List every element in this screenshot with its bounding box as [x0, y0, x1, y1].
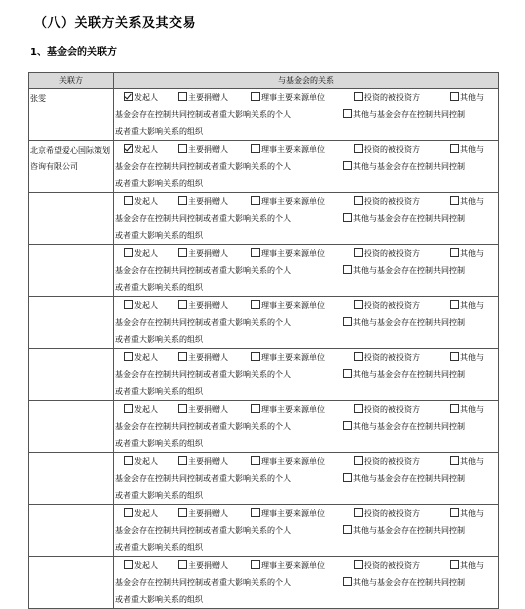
other-organization-label-cont: 或者重大影响关系的组织 [115, 335, 203, 344]
director-source-option[interactable] [251, 193, 325, 210]
investee-label: 投资的被投资方 [364, 197, 420, 206]
investee-label: 投资的被投资方 [364, 457, 420, 466]
major-donor-checkbox[interactable] [178, 404, 187, 413]
other-organization-label-cont: 或者重大影响关系的组织 [115, 283, 203, 292]
founder-checkbox[interactable] [124, 404, 133, 413]
investee-checkbox[interactable] [354, 404, 363, 413]
other-individual-option[interactable] [450, 245, 484, 262]
director-source-option[interactable] [251, 141, 325, 158]
table-row [29, 297, 499, 349]
director-source-checkbox[interactable] [251, 404, 260, 413]
other-individual-option[interactable] [450, 557, 484, 574]
other-individual-checkbox[interactable] [450, 196, 459, 205]
table-row [29, 401, 499, 453]
subsection-title: 1、基金会的关联方 [30, 47, 117, 58]
relation-line-3 [114, 539, 498, 556]
relation-line-1 [114, 141, 498, 158]
investee-option[interactable] [354, 245, 420, 262]
major-donor-label: 主要捐赠人 [188, 561, 228, 570]
other-individual-label-cont: 基金会存在控制共同控制或者重大影响关系的个人 [115, 578, 291, 587]
major-donor-option[interactable] [178, 297, 228, 314]
relation-line-2 [114, 158, 498, 175]
other-individual-label-cont: 基金会存在控制共同控制或者重大影响关系的个人 [115, 110, 291, 119]
other-individual-label-cont: 基金会存在控制共同控制或者重大影响关系的个人 [115, 214, 291, 223]
founder-option[interactable] [124, 453, 158, 470]
founder-checkbox[interactable] [124, 508, 133, 517]
relation-options [114, 141, 499, 193]
other-organization-option[interactable] [343, 470, 465, 487]
founder-label: 发起人 [134, 457, 158, 466]
founder-option[interactable] [124, 505, 158, 522]
major-donor-checkbox[interactable] [178, 196, 187, 205]
table-row [29, 349, 499, 401]
major-donor-option[interactable] [178, 89, 228, 106]
other-organization-option[interactable] [343, 210, 465, 227]
major-donor-label: 主要捐赠人 [188, 509, 228, 518]
founder-checkbox[interactable] [124, 92, 133, 101]
major-donor-label: 主要捐赠人 [188, 405, 228, 414]
investee-checkbox[interactable] [354, 508, 363, 517]
other-organization-label-cont: 或者重大影响关系的组织 [115, 387, 203, 396]
director-source-option[interactable] [251, 89, 325, 106]
other-organization-checkbox[interactable] [343, 317, 352, 326]
founder-checkbox[interactable] [124, 456, 133, 465]
other-individual-label: 其他与 [460, 145, 484, 154]
other-organization-checkbox[interactable] [343, 525, 352, 534]
director-source-label: 理事主要来源单位 [261, 353, 325, 362]
other-individual-label: 其他与 [460, 561, 484, 570]
other-individual-checkbox[interactable] [450, 144, 459, 153]
relation-line-2 [114, 522, 498, 539]
other-organization-label: 其他与基金会存在控制共同控制 [353, 110, 465, 119]
relation-line-2 [114, 366, 498, 383]
investee-checkbox[interactable] [354, 300, 363, 309]
other-organization-option[interactable] [343, 262, 465, 279]
investee-checkbox[interactable] [354, 352, 363, 361]
relation-line-3 [114, 591, 498, 608]
investee-checkbox[interactable] [354, 248, 363, 257]
related-party-name: 张雯 [29, 89, 114, 141]
other-individual-checkbox[interactable] [450, 560, 459, 569]
founder-checkbox[interactable] [124, 248, 133, 257]
other-individual-checkbox[interactable] [450, 92, 459, 101]
other-individual-checkbox[interactable] [450, 508, 459, 517]
related-party-name [29, 245, 114, 297]
relation-line-1 [114, 297, 498, 314]
other-organization-label: 其他与基金会存在控制共同控制 [353, 578, 465, 587]
founder-option[interactable] [124, 401, 158, 418]
investee-checkbox[interactable] [354, 560, 363, 569]
related-party-name [29, 297, 114, 349]
director-source-option[interactable] [251, 349, 325, 366]
relation-line-3 [114, 331, 498, 348]
other-individual-option[interactable] [450, 505, 484, 522]
other-organization-label: 其他与基金会存在控制共同控制 [353, 214, 465, 223]
relation-line-1 [114, 245, 498, 262]
director-source-option[interactable] [251, 245, 325, 262]
other-individual-option[interactable] [450, 141, 484, 158]
major-donor-label: 主要捐赠人 [188, 301, 228, 310]
other-individual-option[interactable] [450, 193, 484, 210]
founder-label: 发起人 [134, 93, 158, 102]
major-donor-label: 主要捐赠人 [188, 145, 228, 154]
director-source-option[interactable] [251, 453, 325, 470]
header-relation: 与基金会的关系 [114, 73, 499, 89]
other-organization-label: 其他与基金会存在控制共同控制 [353, 266, 465, 275]
related-party-name [29, 193, 114, 245]
relation-line-2 [114, 470, 498, 487]
major-donor-option[interactable] [178, 557, 228, 574]
other-organization-label-cont: 或者重大影响关系的组织 [115, 127, 203, 136]
founder-option[interactable] [124, 89, 158, 106]
relation-line-3 [114, 227, 498, 244]
relation-options [114, 505, 499, 557]
relation-line-2 [114, 262, 498, 279]
related-party-name [29, 349, 114, 401]
major-donor-label: 主要捐赠人 [188, 197, 228, 206]
related-party-name [29, 505, 114, 557]
relation-line-1 [114, 193, 498, 210]
director-source-checkbox[interactable] [251, 92, 260, 101]
founder-checkbox[interactable] [124, 196, 133, 205]
major-donor-checkbox[interactable] [178, 560, 187, 569]
other-individual-label: 其他与 [460, 509, 484, 518]
other-organization-checkbox[interactable] [343, 473, 352, 482]
major-donor-option[interactable] [178, 349, 228, 366]
relation-line-3 [114, 487, 498, 504]
relation-options [114, 349, 499, 401]
table-row [29, 453, 499, 505]
table-row [29, 141, 499, 193]
investee-option[interactable] [354, 557, 420, 574]
director-source-label: 理事主要来源单位 [261, 145, 325, 154]
relation-line-1 [114, 557, 498, 574]
other-individual-label-cont: 基金会存在控制共同控制或者重大影响关系的个人 [115, 526, 291, 535]
founder-label: 发起人 [134, 301, 158, 310]
founder-option[interactable] [124, 141, 158, 158]
investee-checkbox[interactable] [354, 196, 363, 205]
major-donor-option[interactable] [178, 401, 228, 418]
major-donor-option[interactable] [178, 141, 228, 158]
director-source-checkbox[interactable] [251, 352, 260, 361]
relation-line-1 [114, 349, 498, 366]
table-header-row [29, 73, 499, 89]
relation-line-2 [114, 574, 498, 591]
founder-label: 发起人 [134, 197, 158, 206]
other-individual-label-cont: 基金会存在控制共同控制或者重大影响关系的个人 [115, 474, 291, 483]
relation-options [114, 297, 499, 349]
other-individual-label: 其他与 [460, 93, 484, 102]
founder-label: 发起人 [134, 561, 158, 570]
relation-line-2 [114, 418, 498, 435]
other-individual-checkbox[interactable] [450, 404, 459, 413]
major-donor-checkbox[interactable] [178, 456, 187, 465]
founder-option[interactable] [124, 193, 158, 210]
director-source-checkbox[interactable] [251, 508, 260, 517]
major-donor-checkbox[interactable] [178, 508, 187, 517]
director-source-label: 理事主要来源单位 [261, 561, 325, 570]
investee-label: 投资的被投资方 [364, 561, 420, 570]
other-individual-checkbox[interactable] [450, 300, 459, 309]
relation-line-3 [114, 435, 498, 452]
other-individual-label: 其他与 [460, 197, 484, 206]
relation-options [114, 89, 499, 141]
major-donor-option[interactable] [178, 193, 228, 210]
director-source-option[interactable] [251, 297, 325, 314]
other-individual-label: 其他与 [460, 249, 484, 258]
other-organization-option[interactable] [343, 522, 465, 539]
founder-label: 发起人 [134, 249, 158, 258]
major-donor-option[interactable] [178, 245, 228, 262]
other-organization-label: 其他与基金会存在控制共同控制 [353, 526, 465, 535]
investee-option[interactable] [354, 349, 420, 366]
other-organization-label: 其他与基金会存在控制共同控制 [353, 422, 465, 431]
other-individual-label-cont: 基金会存在控制共同控制或者重大影响关系的个人 [115, 422, 291, 431]
other-organization-checkbox[interactable] [343, 577, 352, 586]
other-organization-label: 其他与基金会存在控制共同控制 [353, 162, 465, 171]
investee-checkbox[interactable] [354, 144, 363, 153]
other-individual-option[interactable] [450, 453, 484, 470]
related-party-name [29, 453, 114, 505]
investee-label: 投资的被投资方 [364, 93, 420, 102]
director-source-option[interactable] [251, 401, 325, 418]
other-individual-option[interactable] [450, 349, 484, 366]
other-organization-option[interactable] [343, 418, 465, 435]
major-donor-checkbox[interactable] [178, 352, 187, 361]
other-organization-checkbox[interactable] [343, 265, 352, 274]
investee-label: 投资的被投资方 [364, 145, 420, 154]
other-individual-label: 其他与 [460, 405, 484, 414]
director-source-label: 理事主要来源单位 [261, 457, 325, 466]
relation-options [114, 401, 499, 453]
founder-label: 发起人 [134, 145, 158, 154]
director-source-label: 理事主要来源单位 [261, 249, 325, 258]
director-source-label: 理事主要来源单位 [261, 93, 325, 102]
other-individual-checkbox[interactable] [450, 352, 459, 361]
other-organization-checkbox[interactable] [343, 369, 352, 378]
investee-option[interactable] [354, 193, 420, 210]
other-individual-checkbox[interactable] [450, 456, 459, 465]
investee-label: 投资的被投资方 [364, 405, 420, 414]
table-row [29, 245, 499, 297]
other-organization-label-cont: 或者重大影响关系的组织 [115, 543, 203, 552]
other-organization-option[interactable] [343, 106, 465, 123]
relation-line-1 [114, 453, 498, 470]
other-organization-checkbox[interactable] [343, 213, 352, 222]
director-source-checkbox[interactable] [251, 196, 260, 205]
other-organization-option[interactable] [343, 366, 465, 383]
relation-options [114, 193, 499, 245]
director-source-checkbox[interactable] [251, 560, 260, 569]
investee-option[interactable] [354, 141, 420, 158]
relation-line-1 [114, 505, 498, 522]
other-organization-label: 其他与基金会存在控制共同控制 [353, 318, 465, 327]
table-row [29, 505, 499, 557]
director-source-option[interactable] [251, 557, 325, 574]
major-donor-label: 主要捐赠人 [188, 457, 228, 466]
relation-line-3 [114, 383, 498, 400]
relation-options [114, 245, 499, 297]
header-related-party: 关联方 [29, 73, 114, 89]
relation-line-2 [114, 314, 498, 331]
founder-label: 发起人 [134, 509, 158, 518]
major-donor-label: 主要捐赠人 [188, 93, 228, 102]
founder-checkbox[interactable] [124, 560, 133, 569]
other-individual-option[interactable] [450, 89, 484, 106]
director-source-label: 理事主要来源单位 [261, 405, 325, 414]
other-organization-label-cont: 或者重大影响关系的组织 [115, 179, 203, 188]
founder-checkbox[interactable] [124, 144, 133, 153]
table-row [29, 557, 499, 609]
founder-option[interactable] [124, 297, 158, 314]
major-donor-checkbox[interactable] [178, 144, 187, 153]
other-individual-label-cont: 基金会存在控制共同控制或者重大影响关系的个人 [115, 370, 291, 379]
director-source-label: 理事主要来源单位 [261, 301, 325, 310]
related-party-name: 北京希望爱心国际策划咨询有限公司 [29, 141, 114, 193]
founder-option[interactable] [124, 349, 158, 366]
relation-options [114, 453, 499, 505]
other-organization-option[interactable] [343, 574, 465, 591]
related-party-name [29, 401, 114, 453]
major-donor-label: 主要捐赠人 [188, 249, 228, 258]
other-individual-option[interactable] [450, 297, 484, 314]
relation-options [114, 557, 499, 609]
investee-label: 投资的被投资方 [364, 301, 420, 310]
other-organization-label-cont: 或者重大影响关系的组织 [115, 491, 203, 500]
relation-line-3 [114, 123, 498, 140]
other-individual-checkbox[interactable] [450, 248, 459, 257]
other-individual-label: 其他与 [460, 301, 484, 310]
section-title: （八）关联方关系及其交易 [34, 16, 197, 31]
other-individual-option[interactable] [450, 401, 484, 418]
other-individual-label: 其他与 [460, 457, 484, 466]
director-source-option[interactable] [251, 505, 325, 522]
relation-line-3 [114, 175, 498, 192]
investee-label: 投资的被投资方 [364, 509, 420, 518]
other-organization-label: 其他与基金会存在控制共同控制 [353, 474, 465, 483]
other-individual-label-cont: 基金会存在控制共同控制或者重大影响关系的个人 [115, 266, 291, 275]
other-organization-option[interactable] [343, 158, 465, 175]
related-party-name [29, 557, 114, 609]
director-source-checkbox[interactable] [251, 248, 260, 257]
founder-label: 发起人 [134, 405, 158, 414]
director-source-checkbox[interactable] [251, 456, 260, 465]
relation-line-2 [114, 210, 498, 227]
investee-option[interactable] [354, 453, 420, 470]
other-individual-label-cont: 基金会存在控制共同控制或者重大影响关系的个人 [115, 162, 291, 171]
other-organization-checkbox[interactable] [343, 161, 352, 170]
other-individual-label: 其他与 [460, 353, 484, 362]
other-organization-label-cont: 或者重大影响关系的组织 [115, 595, 203, 604]
investee-option[interactable] [354, 297, 420, 314]
other-organization-label-cont: 或者重大影响关系的组织 [115, 439, 203, 448]
other-organization-option[interactable] [343, 314, 465, 331]
other-organization-checkbox[interactable] [343, 421, 352, 430]
major-donor-option[interactable] [178, 505, 228, 522]
investee-option[interactable] [354, 505, 420, 522]
other-organization-checkbox[interactable] [343, 109, 352, 118]
major-donor-label: 主要捐赠人 [188, 353, 228, 362]
director-source-label: 理事主要来源单位 [261, 509, 325, 518]
investee-option[interactable] [354, 401, 420, 418]
other-organization-label: 其他与基金会存在控制共同控制 [353, 370, 465, 379]
other-organization-label-cont: 或者重大影响关系的组织 [115, 231, 203, 240]
related-party-table [28, 72, 499, 609]
director-source-checkbox[interactable] [251, 144, 260, 153]
founder-option[interactable] [124, 557, 158, 574]
founder-option[interactable] [124, 245, 158, 262]
major-donor-checkbox[interactable] [178, 248, 187, 257]
major-donor-checkbox[interactable] [178, 300, 187, 309]
table-row [29, 89, 499, 141]
major-donor-option[interactable] [178, 453, 228, 470]
founder-checkbox[interactable] [124, 300, 133, 309]
relation-line-2 [114, 106, 498, 123]
director-source-checkbox[interactable] [251, 300, 260, 309]
founder-label: 发起人 [134, 353, 158, 362]
relation-line-1 [114, 89, 498, 106]
director-source-label: 理事主要来源单位 [261, 197, 325, 206]
investee-label: 投资的被投资方 [364, 249, 420, 258]
investee-label: 投资的被投资方 [364, 353, 420, 362]
relation-line-1 [114, 401, 498, 418]
relation-line-3 [114, 279, 498, 296]
founder-checkbox[interactable] [124, 352, 133, 361]
major-donor-checkbox[interactable] [178, 92, 187, 101]
investee-checkbox[interactable] [354, 456, 363, 465]
investee-option[interactable] [354, 89, 420, 106]
other-individual-label-cont: 基金会存在控制共同控制或者重大影响关系的个人 [115, 318, 291, 327]
table-row [29, 193, 499, 245]
investee-checkbox[interactable] [354, 92, 363, 101]
